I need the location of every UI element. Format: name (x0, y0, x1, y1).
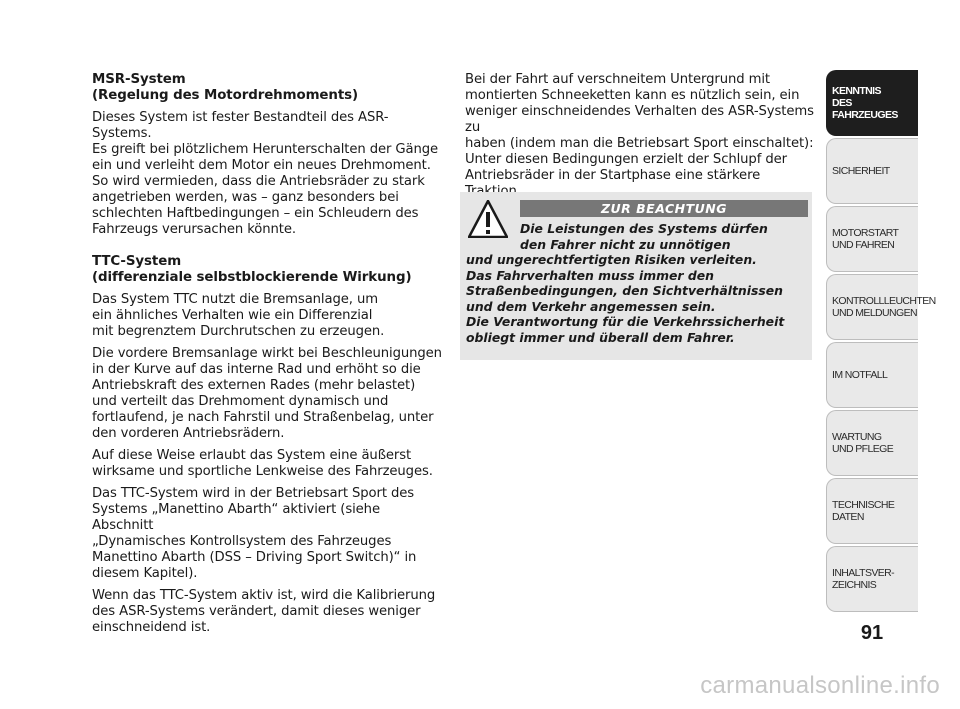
msr-paragraph: Dieses System ist fester Bestandteil des ASR-Systems. Es greift bei plötzlichem Herunterschalten der Gänge ein und verleiht dem Motor ein neues Drehmoment. So wird vermieden, dass die Antriebsräder zu stark angetrieben werden, was – ganz besonders bei schlechten Haftbedingungen – ein Schleudern des Fahrzeugs verursachen könnte. (92, 110, 439, 237)
warning-title: ZUR BEACHTUNG (520, 200, 808, 217)
warning-line: Die Leistungen des Systems dürfen (520, 221, 768, 236)
snow-chains-paragraph: Bei der Fahrt auf verschneitem Untergrund mit montierten Schneeketten kann es nützlich sein, ein weniger einschneidendes Verhalten des ASR-Systems zu haben (indem man die Betriebsart Sport einschaltet): Unter diesen Bedingungen erzielt der Schlupf der Antriebsräder in der Startphase eine stärkere (465, 72, 814, 183)
warning-line: Das Fahrverhalten muss immer den (466, 267, 714, 283)
warning-line: und ungerechtfertigten Risiken verleiten. (466, 252, 757, 267)
msr-heading: MSR-System (Regelung des Motordrehmoments) (92, 72, 359, 103)
warning-text (466, 221, 808, 345)
ttc-paragraph-4: Das TTC-System wird in der Betriebsart Sport des Systems „Manettino Abarth“ aktiviert (siehe Abschnitt „Dynamisches Kontrollsystem des Fahrzeuges Manettino Abarth (DSS – Driving Sport Switch)“ in diesem Kapitel). (92, 486, 417, 581)
tab-sicherheit[interactable]: SICHERHEIT (826, 138, 918, 204)
tab-kontrollleuchten-und-meldungen[interactable]: KONTROLLLEUCHTEN UND MELDUNGEN (826, 274, 918, 340)
warning-line: den Fahrer nicht zu unnötigen (520, 236, 731, 252)
chapter-sidebar (826, 70, 936, 614)
left-column (92, 72, 442, 642)
warning-line: Straßenbedingungen, den Sichtverhältnissen (466, 283, 783, 298)
ttc-paragraph-3: Auf diese Weise erlaubt das System eine äußerst wirksame und sportliche Lenkweise des Fahrzeuges. (92, 448, 433, 479)
ttc-paragraph-1: Das System TTC nutzt die Bremsanlage, um ein ähnliches Verhalten wie ein Differenzial mit begrenztem Durchrutschen zu erzeugen. (92, 292, 385, 339)
warning-line: Die Verantwortung für die Verkehrssicherheit (466, 314, 785, 329)
watermark: carmanualsonline.info (700, 672, 940, 699)
ttc-paragraph-2: Die vordere Bremsanlage wirkt bei Beschleunigungen in der Kurve auf das interne Rad und erhöht so die Antriebskraft des externen Rades (mehr belastet) und verteilt das Drehmoment dynamisch und fortlaufend, je nach Fahrstil und Straßenbelag, unter den vorderen Antriebsrädern. (92, 346, 442, 441)
warning-line: und dem Verkehr angemessen sein. (466, 298, 716, 314)
tab-im-notfall[interactable]: IM NOTFALL (826, 342, 918, 408)
right-column (465, 72, 815, 206)
tab-kenntnis-des-fahrzeuges[interactable]: KENNTNIS DES FAHRZEUGES (826, 70, 918, 136)
tab-motorstart-und-fahren[interactable]: MOTORSTART UND FAHREN (826, 206, 918, 272)
ttc-paragraph-5: Wenn das TTC-System aktiv ist, wird die Kalibrierung des ASR-Systems verändert, damit dieses weniger einschneidend ist. (92, 588, 436, 635)
ttc-heading: TTC-System (differenziale selbstblockierende Wirkung) (92, 254, 412, 285)
page-number: 91 (860, 622, 884, 644)
warning-line: obliegt immer und überall dem Fahrer. (466, 329, 735, 345)
warning-box (460, 192, 812, 360)
tab-technische-daten[interactable]: TECHNISCHE DATEN (826, 478, 918, 544)
tab-wartung-und-pflege[interactable]: WARTUNG UND PFLEGE (826, 410, 918, 476)
tab-inhaltsverzeichnis[interactable]: INHALTSVER- ZEICHNIS (826, 546, 918, 612)
